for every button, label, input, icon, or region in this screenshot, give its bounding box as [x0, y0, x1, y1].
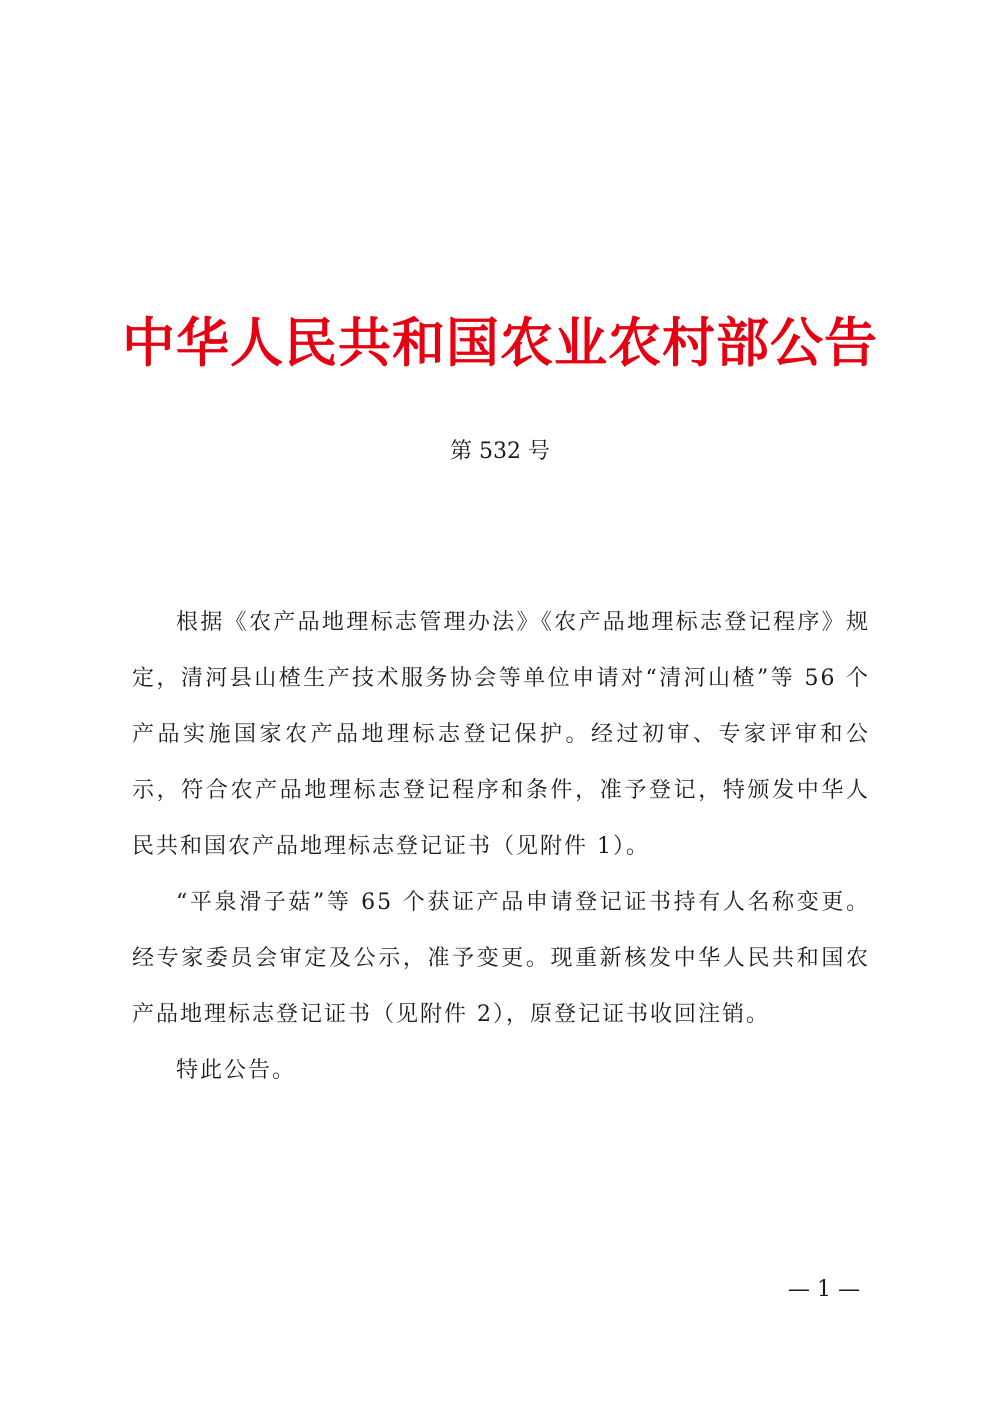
page-number: — 1 — — [788, 1277, 860, 1302]
announcement-title: 中华人民共和国农业农村部公告 — [122, 312, 878, 374]
closing-statement: 特此公告。 — [176, 1058, 297, 1083]
announcement-body — [132, 595, 870, 1099]
announcement-number: 第 532 号 — [450, 439, 550, 464]
body-paragraph-2: “平泉滑子菇”等 65 个获证产品申请登记证书持有人名称变更。经专家委员会审定及公示，准予变更。现重新核发中华人民共和国农产品地理标志登记证书（见附件 2），原登记证书收回注销。 — [132, 890, 870, 1027]
body-paragraph-1: 根据《农产品地理标志管理办法》《农产品地理标志登记程序》规定，清河县山楂生产技术服务协会等单位申请对“清河山楂”等 56 个产品实施国家农产品地理标志登记保护。经过初审、专家评审和公示，符合农产品地理标志登记程序和条件，准予登记，特颁发中华人民共和国农产品地理标志登记证书（见附件 1）。 — [132, 610, 870, 859]
